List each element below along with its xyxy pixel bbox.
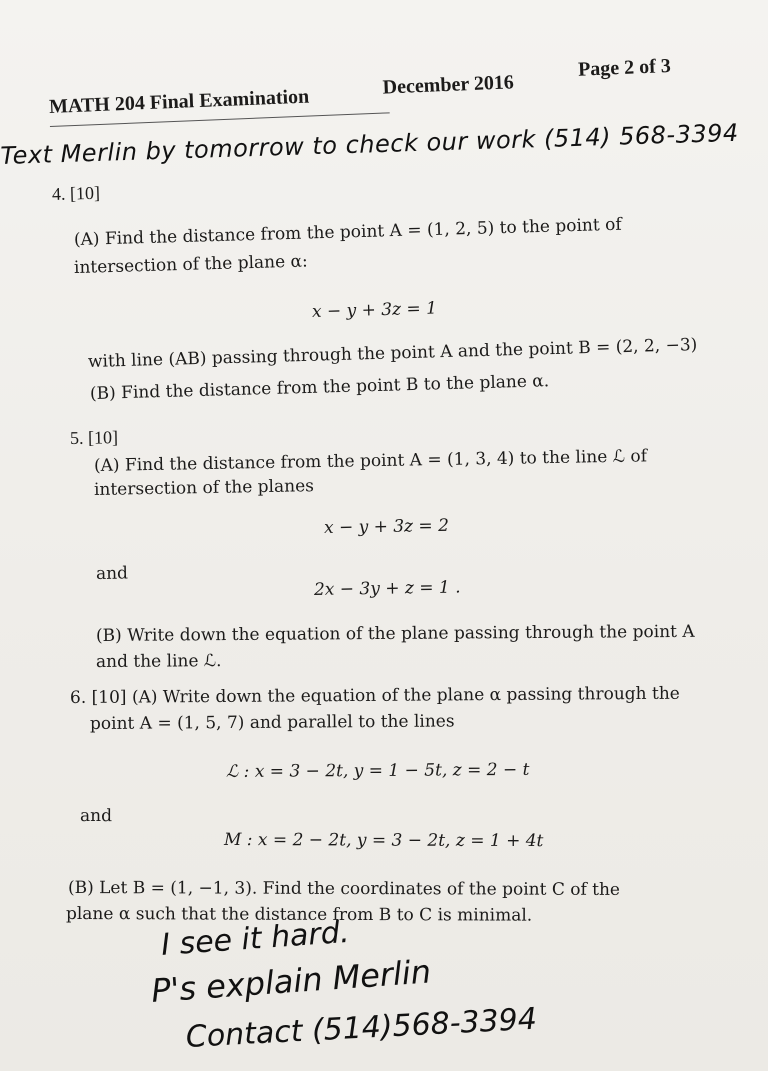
exam-date: December 2016 <box>382 71 515 99</box>
problem-6-line: and <box>79 806 113 827</box>
problem-6-number <box>70 684 680 708</box>
problem-5-equation: 2x − 3y + z = 1 . <box>313 577 461 600</box>
problem-6-line: point A = (1, 5, 7) and parallel to the lines <box>89 711 455 734</box>
problem-5-line: and <box>95 563 129 584</box>
problem-5-number: 5. [10] <box>69 427 119 448</box>
problem-6-equation: M : x = 2 − 2t, y = 3 − 2t, z = 1 + 4t <box>223 830 544 852</box>
problem-4-line: intersection of the plane α: <box>73 251 309 278</box>
problem-6-line: plane α such that the distance from B to C is minimal. <box>65 904 533 926</box>
handwritten-note-line-1: I see it hard. <box>160 914 351 963</box>
problem-4-line: (A) Find the distance from the point A = (1, 2, 5) to the point of <box>73 214 622 250</box>
problem-5-line: (A) Find the distance from the point A = (1, 3, 4) to the line ℒ of <box>93 446 648 476</box>
handwritten-note-line-3: Contact (514)568-3394 <box>185 1001 538 1055</box>
course-title: MATH 204 Final Examination <box>48 85 310 118</box>
problem-4-line: with line (AB) passing through the point A and the point B = (2, 2, −3) <box>87 334 698 372</box>
page-number: Page 2 of 3 <box>577 55 672 81</box>
problem-4-number: 4. [10] <box>51 182 101 204</box>
problem-5-equation: x − y + 3z = 2 <box>323 515 450 538</box>
problem-6-line: (B) Let B = (1, −1, 3). Find the coordinates of the point C of the <box>67 878 621 900</box>
problem-6-line: (A) Write down the equation of the plane α passing through the <box>131 683 680 708</box>
problem-5-line: and the line ℒ. <box>95 651 222 672</box>
handwritten-top-note: Text Merlin by tomorrow to check our work (514) 568-3394 <box>0 118 740 170</box>
problem-6-label: 6. [10] <box>69 687 127 708</box>
problem-4-line: (B) Find the distance from the point B to the plane α. <box>89 371 550 404</box>
handwritten-note-line-2: P's explain Merlin <box>150 952 433 1010</box>
problem-5-line: intersection of the planes <box>93 476 315 500</box>
problem-4-equation: x − y + 3z = 1 <box>311 298 438 322</box>
problem-5-line: (B) Write down the equation of the plane passing through the point A <box>95 621 695 646</box>
problem-6-equation: ℒ : x = 3 − 2t, y = 1 − 5t, z = 2 − t <box>225 759 530 782</box>
